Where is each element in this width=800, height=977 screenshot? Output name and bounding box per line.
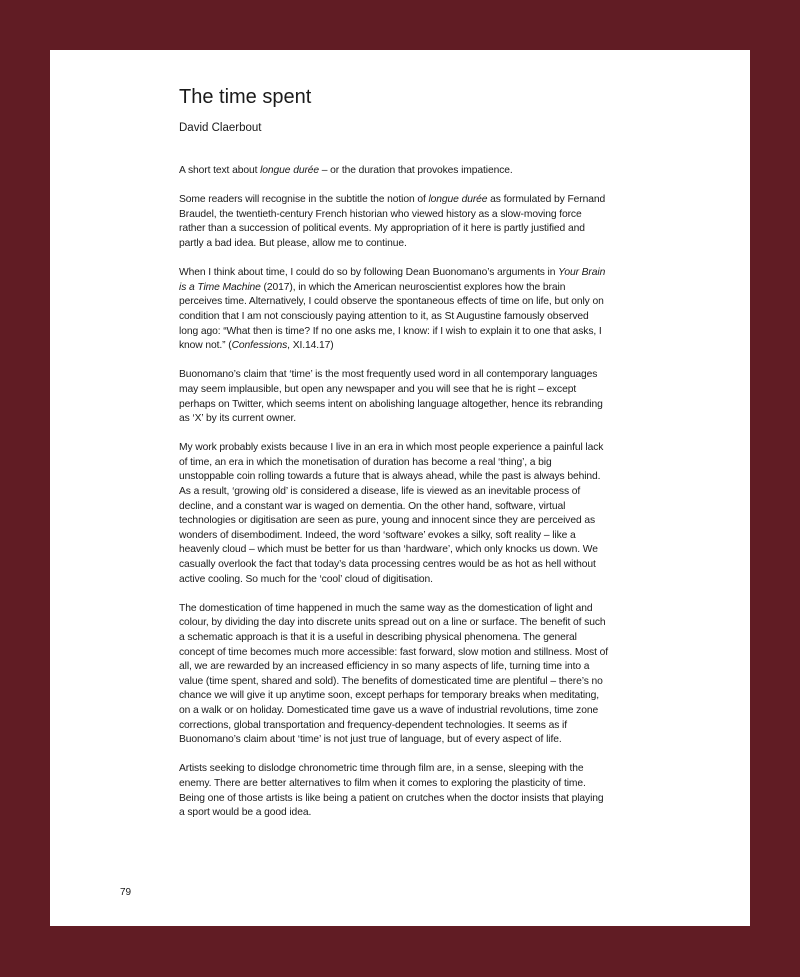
italic-text: Confessions — [231, 340, 288, 352]
body-paragraph — [179, 368, 609, 426]
paragraph-text: , XI.14.17) — [287, 340, 334, 352]
page-number: 79 — [120, 887, 132, 898]
body-paragraph — [179, 193, 609, 251]
paragraph-text: When I think about time, I could do so by following Dean Buonomano’s arguments in — [179, 267, 559, 279]
body-paragraph — [179, 441, 609, 587]
article-author: David Claerbout — [179, 122, 262, 134]
italic-text: longue durée — [260, 165, 320, 176]
paragraph-text: My work probably exists because I live in an era in which most people experience a painful lack of time, an era in which the monetisation of duration has become a real ‘thing’, a big unstoppable coin rolling towards a future that is always ahead, while the past is always behind. As a result, ‘growing old’ is considered a disease, life is viewed as an inevitable process of decline, and a constant war is waged on dementia. On the other hand, software, virtual technologies or digitisation are seen as pure, young and innocent since they are perceived as wonders of disembodiment. Indeed, the word ‘software’ evokes a silky, soft reality – like a heavenly cloud – which must be better for us than ‘hardware’, which only knocks us down. We casually overlook the fact that today’s data processing centres would be as hot as hell without active cooling. So much for the ‘cool’ cloud of digitisation. — [179, 442, 604, 585]
paragraph-text: Buonomano’s claim that ‘time’ is the most frequently used word in all contemporary languages may seem implausible, but open any newspaper and you will see that he is right – except perhaps on Twitter, which seems intent on abolishing language altogether, hence its rebranding as ‘X’ by its current owner. — [179, 369, 603, 425]
document-page — [50, 50, 750, 926]
italic-text: longue durée — [428, 194, 488, 206]
italic-text: Your Brain is a Time Machine — [179, 267, 606, 293]
body-paragraph — [179, 602, 609, 748]
paragraph-text: The domestication of time happened in much the same way as the domestication of light and colour, by dividing the day into discrete units spread out on a line or surface. The benefit of such a schematic approach is that it is a useful in describing physical phenomena. The general concept of time becomes much more accessible: fast forward, slow motion and stillness. Most of all, we are rewarded by an increased efficiency in so many aspects of life, turning time into a value (time spent, shared and sold). The benefits of domesticated time are plentiful – there’s no chance we will give it up anytime soon, except perhaps for temporary breaks when meditating, on a walk or on holiday. Domesticated time gave us a wave of industrial revolutions, time zone corrections, global transportation and frequency-dependent technologies. It seems as if Buonomano’s claim about ‘time’ is not just true of language, but of every aspect of life. — [179, 602, 608, 746]
body-paragraph — [179, 762, 609, 820]
article-body — [179, 164, 609, 835]
body-paragraph — [179, 266, 609, 354]
paragraph-text: as formulated by Fernand Braudel, the twentieth-century French historian who viewed history as a slow-moving force rather than a succession of political events. My appropriation of it here is partly justified and partly a bad idea. But please, allow me to continue. — [179, 194, 606, 249]
paragraph-text: – or the duration that provokes impatience. — [319, 165, 513, 176]
paragraph-text: A short text about — [179, 165, 261, 176]
paragraph-text: Some readers will recognise in the subtitle the notion of — [179, 194, 429, 206]
body-paragraph — [179, 164, 609, 179]
paragraph-text: Artists seeking to dislodge chronometric time through film are, in a sense, sleeping with the enemy. There are better alternatives to film when it comes to exploring the plasticity of time. Being one of those artists is like being a patient on crutches when the doctor insists that playing a sport would be a good idea. — [179, 763, 604, 819]
paragraph-text: (2017), in which the American neuroscientist explores how the brain perceives time. Alternatively, I could observe the spontaneous effects of time on life, but only on condition that I am not consciously paying attention to it, as St Augustine famously observed long ago: “What then is time? If no one asks me, I know: if I wish to explain it to one that asks, I know not.” ( — [179, 281, 604, 352]
article-title: The time spent — [179, 86, 312, 108]
